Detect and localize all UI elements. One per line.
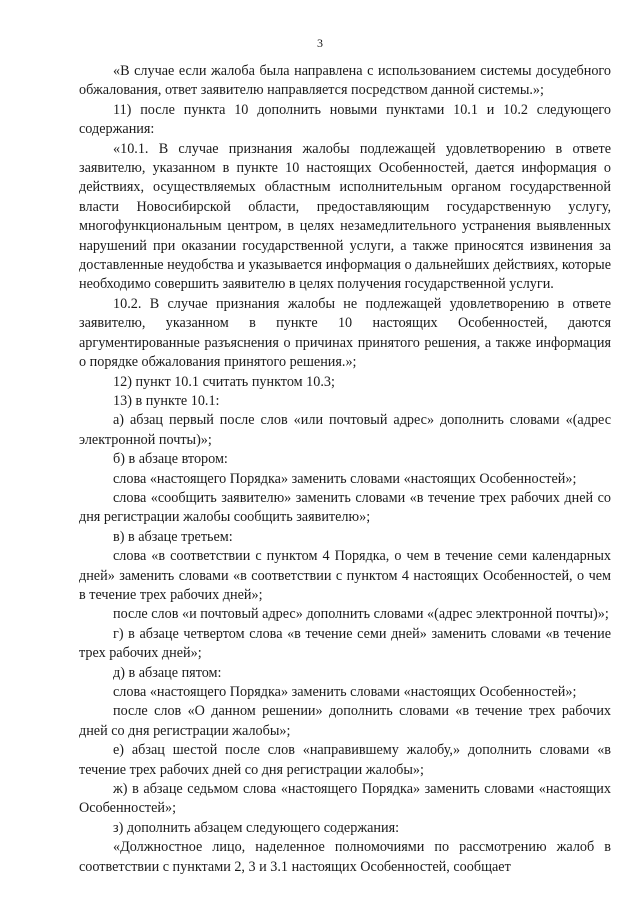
paragraph: е) абзац шестой после слов «направившему жалобу,» дополнить словами «в течение трех рабочих дней со дня регистрации жалобы»; — [79, 742, 611, 778]
paragraph: слова «настоящего Порядка» заменить словами «настоящих Особенностей»; — [113, 470, 577, 487]
paragraph: з) дополнить абзацем следующего содержания: — [113, 819, 400, 836]
paragraph: 13) в пункте 10.1: — [113, 392, 220, 409]
paragraph: а) абзац первый после слов «или почтовый адрес» дополнить словами «(адрес электронной почты)»; — [79, 412, 611, 448]
paragraph: слова «настоящего Порядка» заменить словами «настоящих Особенностей»; — [113, 684, 577, 700]
paragraph: д) в абзаце пятом: — [113, 664, 222, 681]
paragraph: после слов «и почтовый адрес» дополнить словами «(адрес электронной почты)»; — [113, 606, 609, 623]
paragraph: после слов «О данном решении» дополнить словами «в течение трех рабочих дней со дня регистрации жалобы»; — [79, 703, 611, 739]
paragraph: г) в абзаце четвертом слова «в течение семи дней» заменить словами «в течение трех рабочих дней»; — [79, 625, 611, 662]
paragraph: «10.1. В случае признания жалобы подлежащей удовлетворению в ответе заявителю, указанном в пункте 10 настоящих Особенностей, дается информация о действиях, осуществляемых областным исполнительным органом государственной власти Новосибирской области, предоставляющим государственную услугу, многофункциональным центром, в целях незамедлительного устранения выявленных нарушений при оказании государственной услуги, а также приносятся извинения за доставленные неудобства и указывается информация о дальнейших действиях, которые необходимо совершить заявителю в целях получения государственной услуги. — [79, 140, 611, 293]
paragraph: слова «сообщить заявителю» заменить словами «в течение трех рабочих дней со дня регистрации жалобы сообщить заявителю»; — [79, 489, 611, 526]
document-body — [79, 62, 611, 877]
paragraph: слова «в соответствии с пунктом 4 Порядка, о чем в течение семи календарных дней» заменить словами «в соответствии с пунктом 4 настоящих Особенностей, о чем в течение трех рабочих дней»; — [79, 548, 611, 603]
page-number: 3 — [317, 36, 323, 50]
paragraph: в) в абзаце третьем: — [113, 528, 233, 545]
paragraph: 12) пункт 10.1 считать пунктом 10.3; — [113, 373, 335, 390]
paragraph: ж) в абзаце седьмом слова «настоящего Порядка» заменить словами «настоящих Особенностей»; — [79, 781, 611, 817]
paragraph: 11) после пункта 10 дополнить новыми пунктами 10.1 и 10.2 следующего содержания: — [79, 101, 611, 138]
paragraph: б) в абзаце втором: — [113, 451, 228, 468]
paragraph: «В случае если жалоба была направлена с использованием системы досудебного обжалования, ответ заявителю направляется посредством данной системы.»; — [79, 63, 611, 99]
paragraph: «Должностное лицо, наделенное полномочиями по рассмотрению жалоб в соответствии с пунктами 2, 3 и 3.1 настоящих Особенностей, сообщает — [79, 839, 611, 875]
paragraph: 10.2. В случае признания жалобы не подлежащей удовлетворению в ответе заявителю, указанном в пункте 10 настоящих Особенностей, даются аргументированные разъяснения о причинах принятого решения, а также информация о порядке обжалования принятого решения.»; — [79, 295, 611, 371]
